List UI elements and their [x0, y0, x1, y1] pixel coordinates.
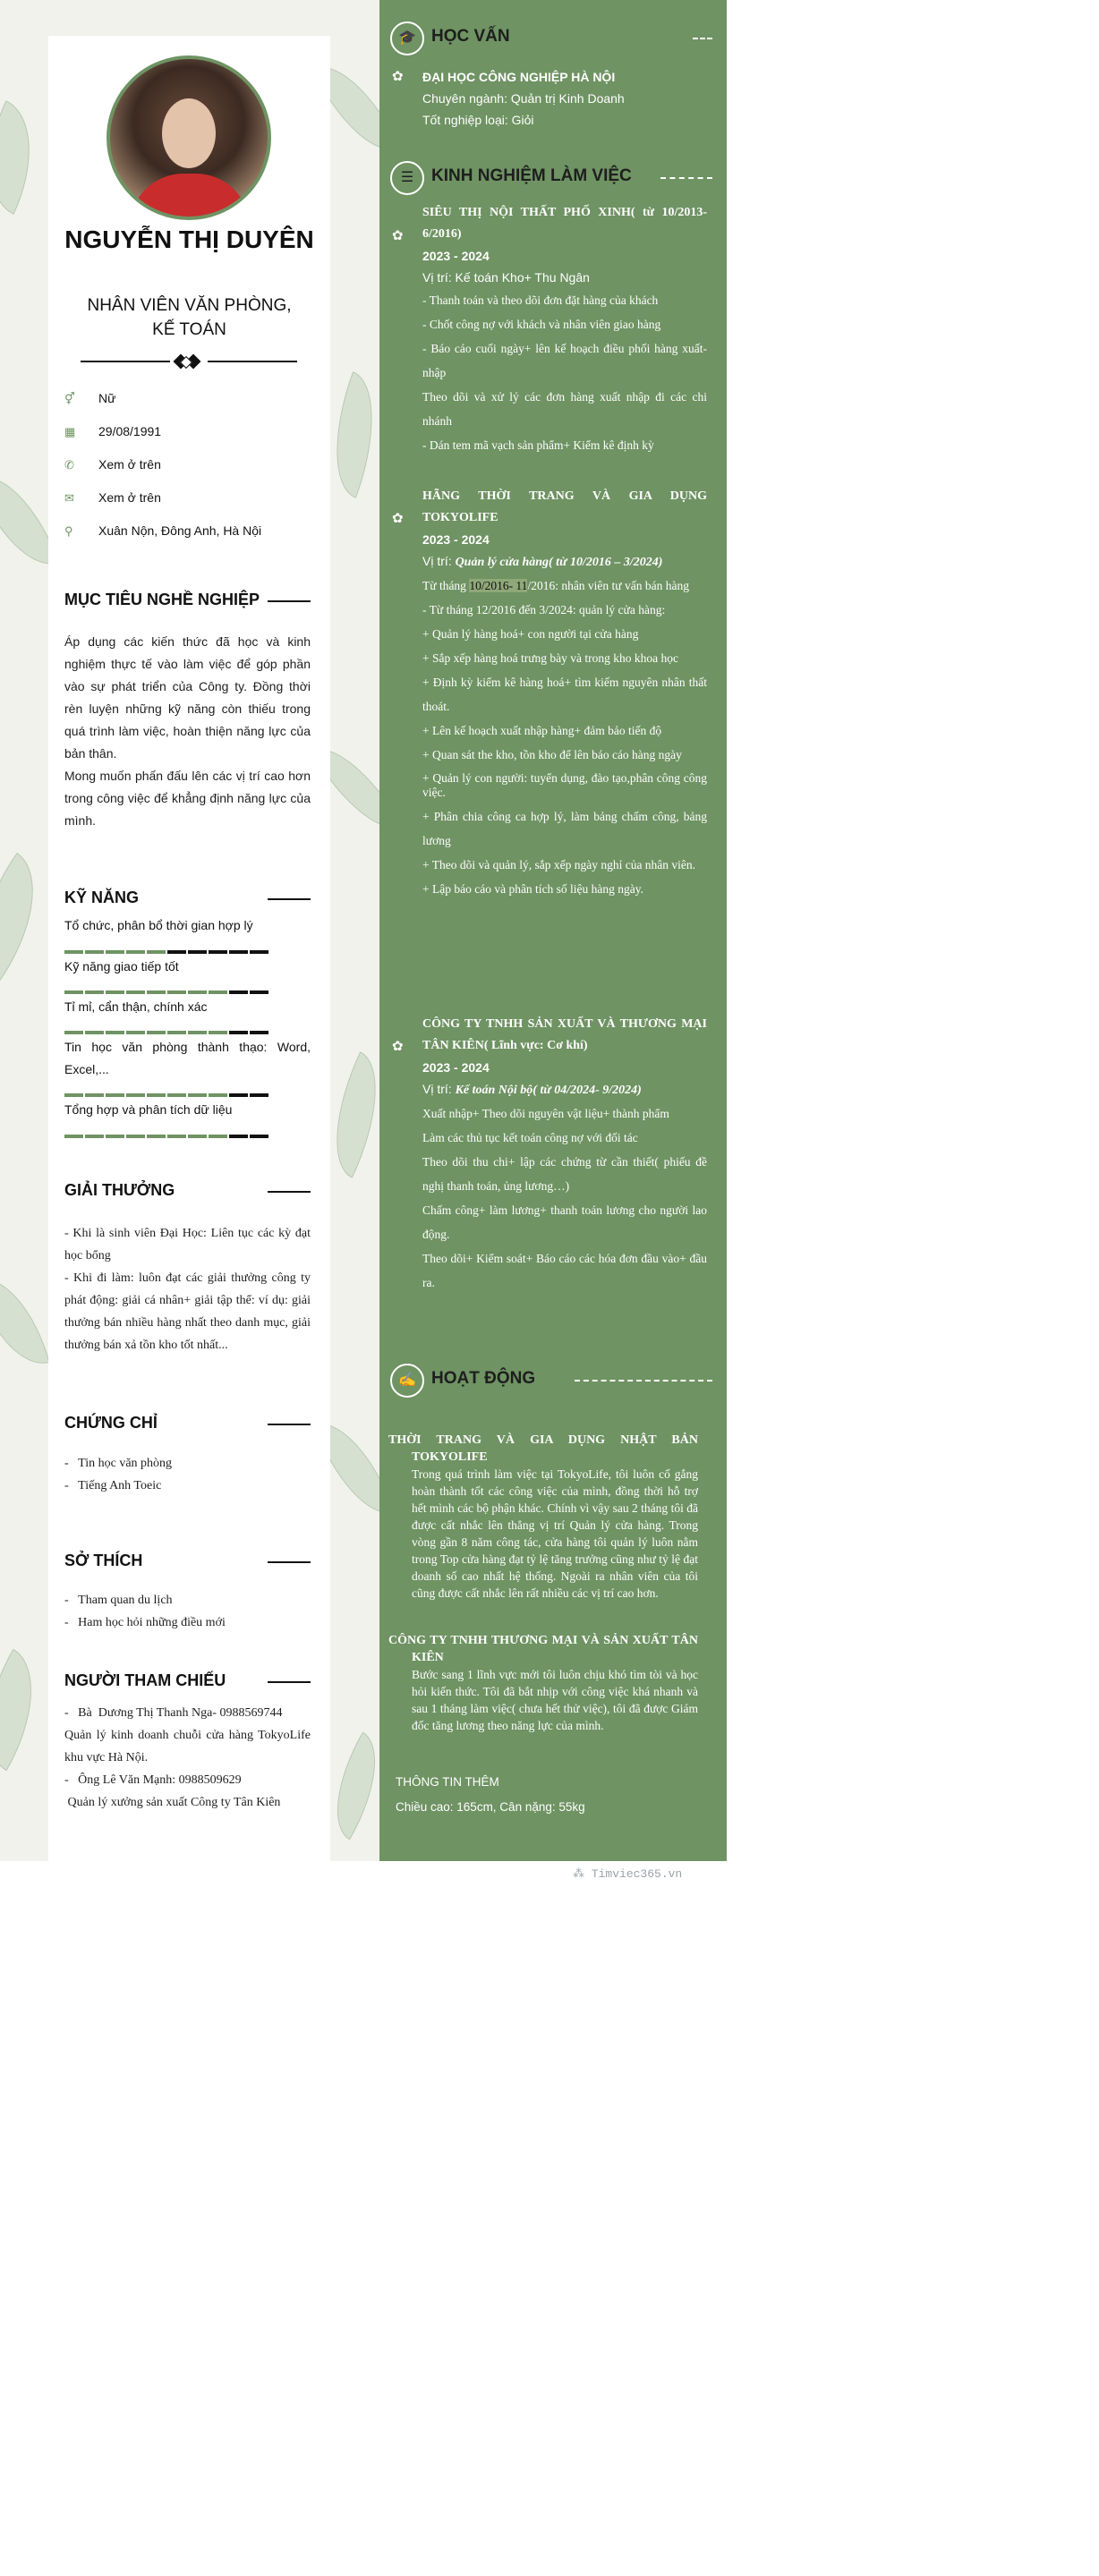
email-icon: ✉ — [64, 491, 74, 505]
skill-segment — [85, 1031, 104, 1034]
flower-bullet-icon: ✿ — [392, 511, 404, 526]
activity-tokyolife: THỜI TRANG VÀ GIA DỤNG NHẬT BẢN TOKYOLIFE Trong quá trình làm việc tại TokyoLife, tôi luôn cố gắng hoàn thành tốt các công việc của mình, đồng thời hỗ trợ hết mình các bộ phận khác. Chính vì vậy sau 2 tháng tôi đã được cất nhắc lên thẳng vị trí Quản lý cửa hàng. Trong vòng gần 8 năm công tác, cửa hàng tôi quản lý luôn nằm trong Top cửa hàng đạt tỷ lệ tăng trưởng cũng như tỷ lệ đạt doanh số cao nhất hệ thống. Ngoài ra nhân viên của tôi cũng được cất nhắc lên rất nhiều các vị trí cao hơn. — [388, 1433, 698, 1600]
flower-bullet-icon: ✿ — [392, 69, 404, 84]
skill-segment — [209, 1093, 227, 1097]
skill-segment — [167, 1135, 186, 1138]
skill-segment — [229, 1093, 248, 1097]
activity-icon: ✍ — [390, 1364, 424, 1398]
gender-icon: ⚥ — [64, 392, 75, 405]
skill-level-bar — [64, 942, 270, 946]
skill-segment — [85, 1135, 104, 1138]
skill-segment — [209, 950, 227, 954]
skill-segment — [147, 1135, 166, 1138]
skill-segment — [229, 1031, 248, 1034]
phone-icon: ✆ — [64, 458, 74, 472]
skill-segment — [106, 1093, 124, 1097]
skill-level-bar — [64, 1023, 270, 1026]
skill-segment — [126, 1093, 145, 1097]
skill-segment — [188, 1031, 207, 1034]
job-tokyolife: HÃNG THỜI TRANG VÀ GIA DỤNG TOKYOLIFE 2023 - 2024 Vị trí: Quản lý cửa hàng( từ 10/2016 – 3/2024) Từ tháng 10/2016- 11/2016: nhân viên tư vấn bán hàng - Từ tháng 12/2016 đến 3/2024: quản lý cửa hàng: + Quản lý hàng hoá+ con người tại cửa hàng + Sắp xếp hàng hoá trưng bày và trong kho khoa học + Định kỳ kiểm kê hàng hoá+ tìm kiếm nguyên nhân thất thoát. + Lên kế hoạch xuất nhập hàng+ đảm bảo tiến độ + Quan sát the kho, tồn kho để lên báo cáo hàng ngày + Quản lý con người: tuyển dụng, đào tạo,phân công công việc. + Phân chia công ca hợp lý, làm bảng chấm công, bảng lương + Theo dõi và quản lý, sắp xếp ngày nghỉ của nhân viên. + Lập báo cáo và phân tích số liệu hàng ngày. — [422, 489, 707, 896]
objective-text: Áp dụng các kiến thức đã học và kinh nghiệm thực tế vào làm việc để góp phần vào sự phát triển của Công ty. Đồng thời rèn luyện những kỹ năng còn thiếu trong quá trình làm việc, hoàn thiện năng lực của bản thân. Mong muốn phấn đấu lên các vị trí cao hơn trong công việc để khẳng định năng lực của mình. — [64, 634, 311, 828]
skill-segment — [188, 990, 207, 994]
skill-segment — [209, 990, 227, 994]
section-hobbies: SỞ THÍCH — [64, 1552, 311, 1573]
awards-text: - Khi là sinh viên Đại Học: Liên tục các kỳ đạt học bổng - Khi đi làm: luôn đạt các giải thưởng công ty phát động: giải cá nhân+ giải tập thể: ví dụ: giải thưởng bán nhiều hàng nhất theo danh mục, giải thưởng bán xả tồn kho tốt nhất... — [64, 1227, 311, 1352]
skill-segment — [229, 950, 248, 954]
info-phone: ✆ Xem ở trên — [64, 455, 79, 473]
section-awards: GIẢI THƯỞNG — [64, 1181, 311, 1203]
skill-segment — [126, 950, 145, 954]
section-education: 🎓 HỌC VẤN — [390, 21, 712, 55]
education-detail: ĐẠI HỌC CÔNG NGHIỆP HÀ NỘI Chuyên ngành: Quản trị Kinh Doanh Tốt nghiệp loại: Giỏi — [422, 70, 625, 127]
skill-segment — [250, 950, 268, 954]
skill-segment — [147, 990, 166, 994]
section-activities: ✍ HOẠT ĐỘNG — [390, 1364, 712, 1398]
skill-segment — [250, 1031, 268, 1034]
skill-segment — [85, 950, 104, 954]
book-icon: ☰ — [390, 161, 424, 195]
skill-segment — [64, 1093, 83, 1097]
candidate-title: NHÂN VIÊN VĂN PHÒNG, KẾ TOÁN — [87, 296, 292, 339]
job-tokyo-xinh: SIÊU THỊ NỘI THẤT PHỐ XINH( từ 10/2013- 6/2016) 2023 - 2024 Vị trí: Kế toán Kho+ Thu Ngân - Thanh toán và theo dõi đơn đặt hàng của khách - Chốt công nợ với khách và nhân viên giao hàng - Báo cáo cuối ngày+ lên kế hoạch điều phối hàng xuất- nhập Theo dõi và xử lý các đơn hàng xuất nhập đi các chi nhánh - Dán tem mã vạch sản phẩm+ Kiểm kê định kỳ — [422, 206, 707, 452]
section-objective: MỤC TIÊU NGHỀ NGHIỆP — [64, 591, 311, 612]
location-icon: ⚲ — [64, 524, 73, 538]
skill-name: Tỉ mỉ, cẩn thận, chính xác — [64, 999, 208, 1014]
section-experience: ☰ KINH NGHIỆM LÀM VIỆC — [390, 161, 712, 195]
skill-segment — [126, 1135, 145, 1138]
skill-level-bar — [64, 1085, 270, 1089]
skill-name: Tổ chức, phân bổ thời gian hợp lý — [64, 918, 253, 932]
skill-segment — [250, 990, 268, 994]
skill-level-bar — [64, 982, 270, 986]
info-birthday: ▦ 29/08/1991 — [64, 422, 79, 440]
section-references: NGƯỜI THAM CHIẾU — [64, 1671, 311, 1693]
skill-segment — [85, 1093, 104, 1097]
skill-segment — [147, 1031, 166, 1034]
skill-level-bar — [64, 1126, 270, 1130]
flower-bullet-icon: ✿ — [392, 228, 404, 243]
skill-segment — [167, 990, 186, 994]
graduation-cap-icon: 🎓 — [390, 21, 424, 55]
divider-line — [208, 361, 297, 362]
skill-segment — [188, 950, 207, 954]
skill-segment — [147, 1093, 166, 1097]
divider-line — [81, 361, 170, 362]
certificate-item: - Tin học văn phòng - Tiếng Anh Toeic — [64, 1457, 173, 1492]
skill-segment — [147, 950, 166, 954]
skill-segment — [64, 1031, 83, 1034]
skill-segment — [106, 990, 124, 994]
references-text: - Bà Dương Thị Thanh Nga- 0988569744 Quản lý kinh doanh chuỗi cửa hàng TokyoLife khu vực Hà Nội. - Ông Lê Văn Mạnh: 0988509629 Quản lý xưởng sản xuất Công ty Tân Kiên — [64, 1706, 311, 1809]
skill-segment — [250, 1135, 268, 1138]
flower-bullet-icon: ✿ — [392, 1039, 404, 1054]
skill-segment — [106, 1135, 124, 1138]
extra-info: THÔNG TIN THÊM Chiều cao: 165cm, Cân nặng: 55kg — [396, 1775, 585, 1814]
skill-segment — [188, 1135, 207, 1138]
skill-name: Tin học văn phòng thành thạo: Word, Excel,... — [64, 1040, 311, 1076]
skill-segment — [188, 1093, 207, 1097]
avatar — [106, 55, 271, 220]
skill-segment — [167, 1093, 186, 1097]
skill-segment — [126, 1031, 145, 1034]
skill-segment — [167, 950, 186, 954]
candidate-name: NGUYỄN THỊ DUYÊN — [64, 225, 314, 253]
skill-segment — [250, 1093, 268, 1097]
birthday-icon: ▦ — [64, 425, 76, 438]
skill-name: Tổng hợp và phân tích dữ liệu — [64, 1102, 233, 1117]
skill-name: Kỹ năng giao tiếp tốt — [64, 959, 179, 973]
info-address: ⚲ Xuân Nộn, Đông Anh, Hà Nội — [64, 522, 79, 540]
info-email: ✉ Xem ở trên — [64, 489, 79, 506]
job-tan-kien: CÔNG TY TNHH SẢN XUẤT VÀ THƯƠNG MẠI TÂN KIÊN( Lĩnh vực: Cơ khí) 2023 - 2024 Vị trí: Kế toán Nội bộ( từ 04/2024- 9/2024) Xuất nhập+ Theo dõi nguyên vật liệu+ thành phẩm Làm các thủ tục kết toán công nợ với đối tác Theo dõi thu chi+ lập các chứng từ cần thiết( phiếu đề nghị thanh toán, ủng lương…) Chấm công+ làm lương+ thanh toán lương cho người lao động. Theo dõi+ Kiểm soát+ Báo cáo các hóa đơn đầu vào+ đầu ra. — [422, 1017, 707, 1289]
skill-segment — [64, 950, 83, 954]
info-gender: ⚥ Nữ — [64, 389, 79, 407]
skill-segment — [209, 1135, 227, 1138]
activity-tan-kien: CÔNG TY TNHH THƯƠNG MẠI VÀ SẢN XUẤT TÂN KIÊN Bước sang 1 lĩnh vực mới tôi luôn chịu khó tìm tòi và học hỏi kiến thức. Tôi đã bắt nhịp với công việc khá nhanh và sau 1 tháng làm việc( chưa hết thử việc), tôi đã được Giám đốc tăng lương theo năng lực của mình. — [388, 1634, 698, 1732]
skill-segment — [64, 1135, 83, 1138]
section-skills: KỸ NĂNG — [64, 888, 311, 910]
skill-segment — [64, 990, 83, 994]
watermark: ⁂ Timviec365.vn — [573, 1867, 683, 1881]
section-certificates: CHỨNG CHỈ — [64, 1414, 311, 1435]
skill-segment — [229, 1135, 248, 1138]
skill-segment — [85, 990, 104, 994]
leaf-decoration — [0, 1266, 50, 1376]
skill-segment — [106, 1031, 124, 1034]
skill-segment — [229, 990, 248, 994]
skill-segment — [106, 950, 124, 954]
skill-segment — [126, 990, 145, 994]
skill-segment — [167, 1031, 186, 1034]
hobby-item: - Tham quan du lịch - Ham học hỏi những điều mới — [64, 1594, 226, 1629]
skill-segment — [209, 1031, 227, 1034]
